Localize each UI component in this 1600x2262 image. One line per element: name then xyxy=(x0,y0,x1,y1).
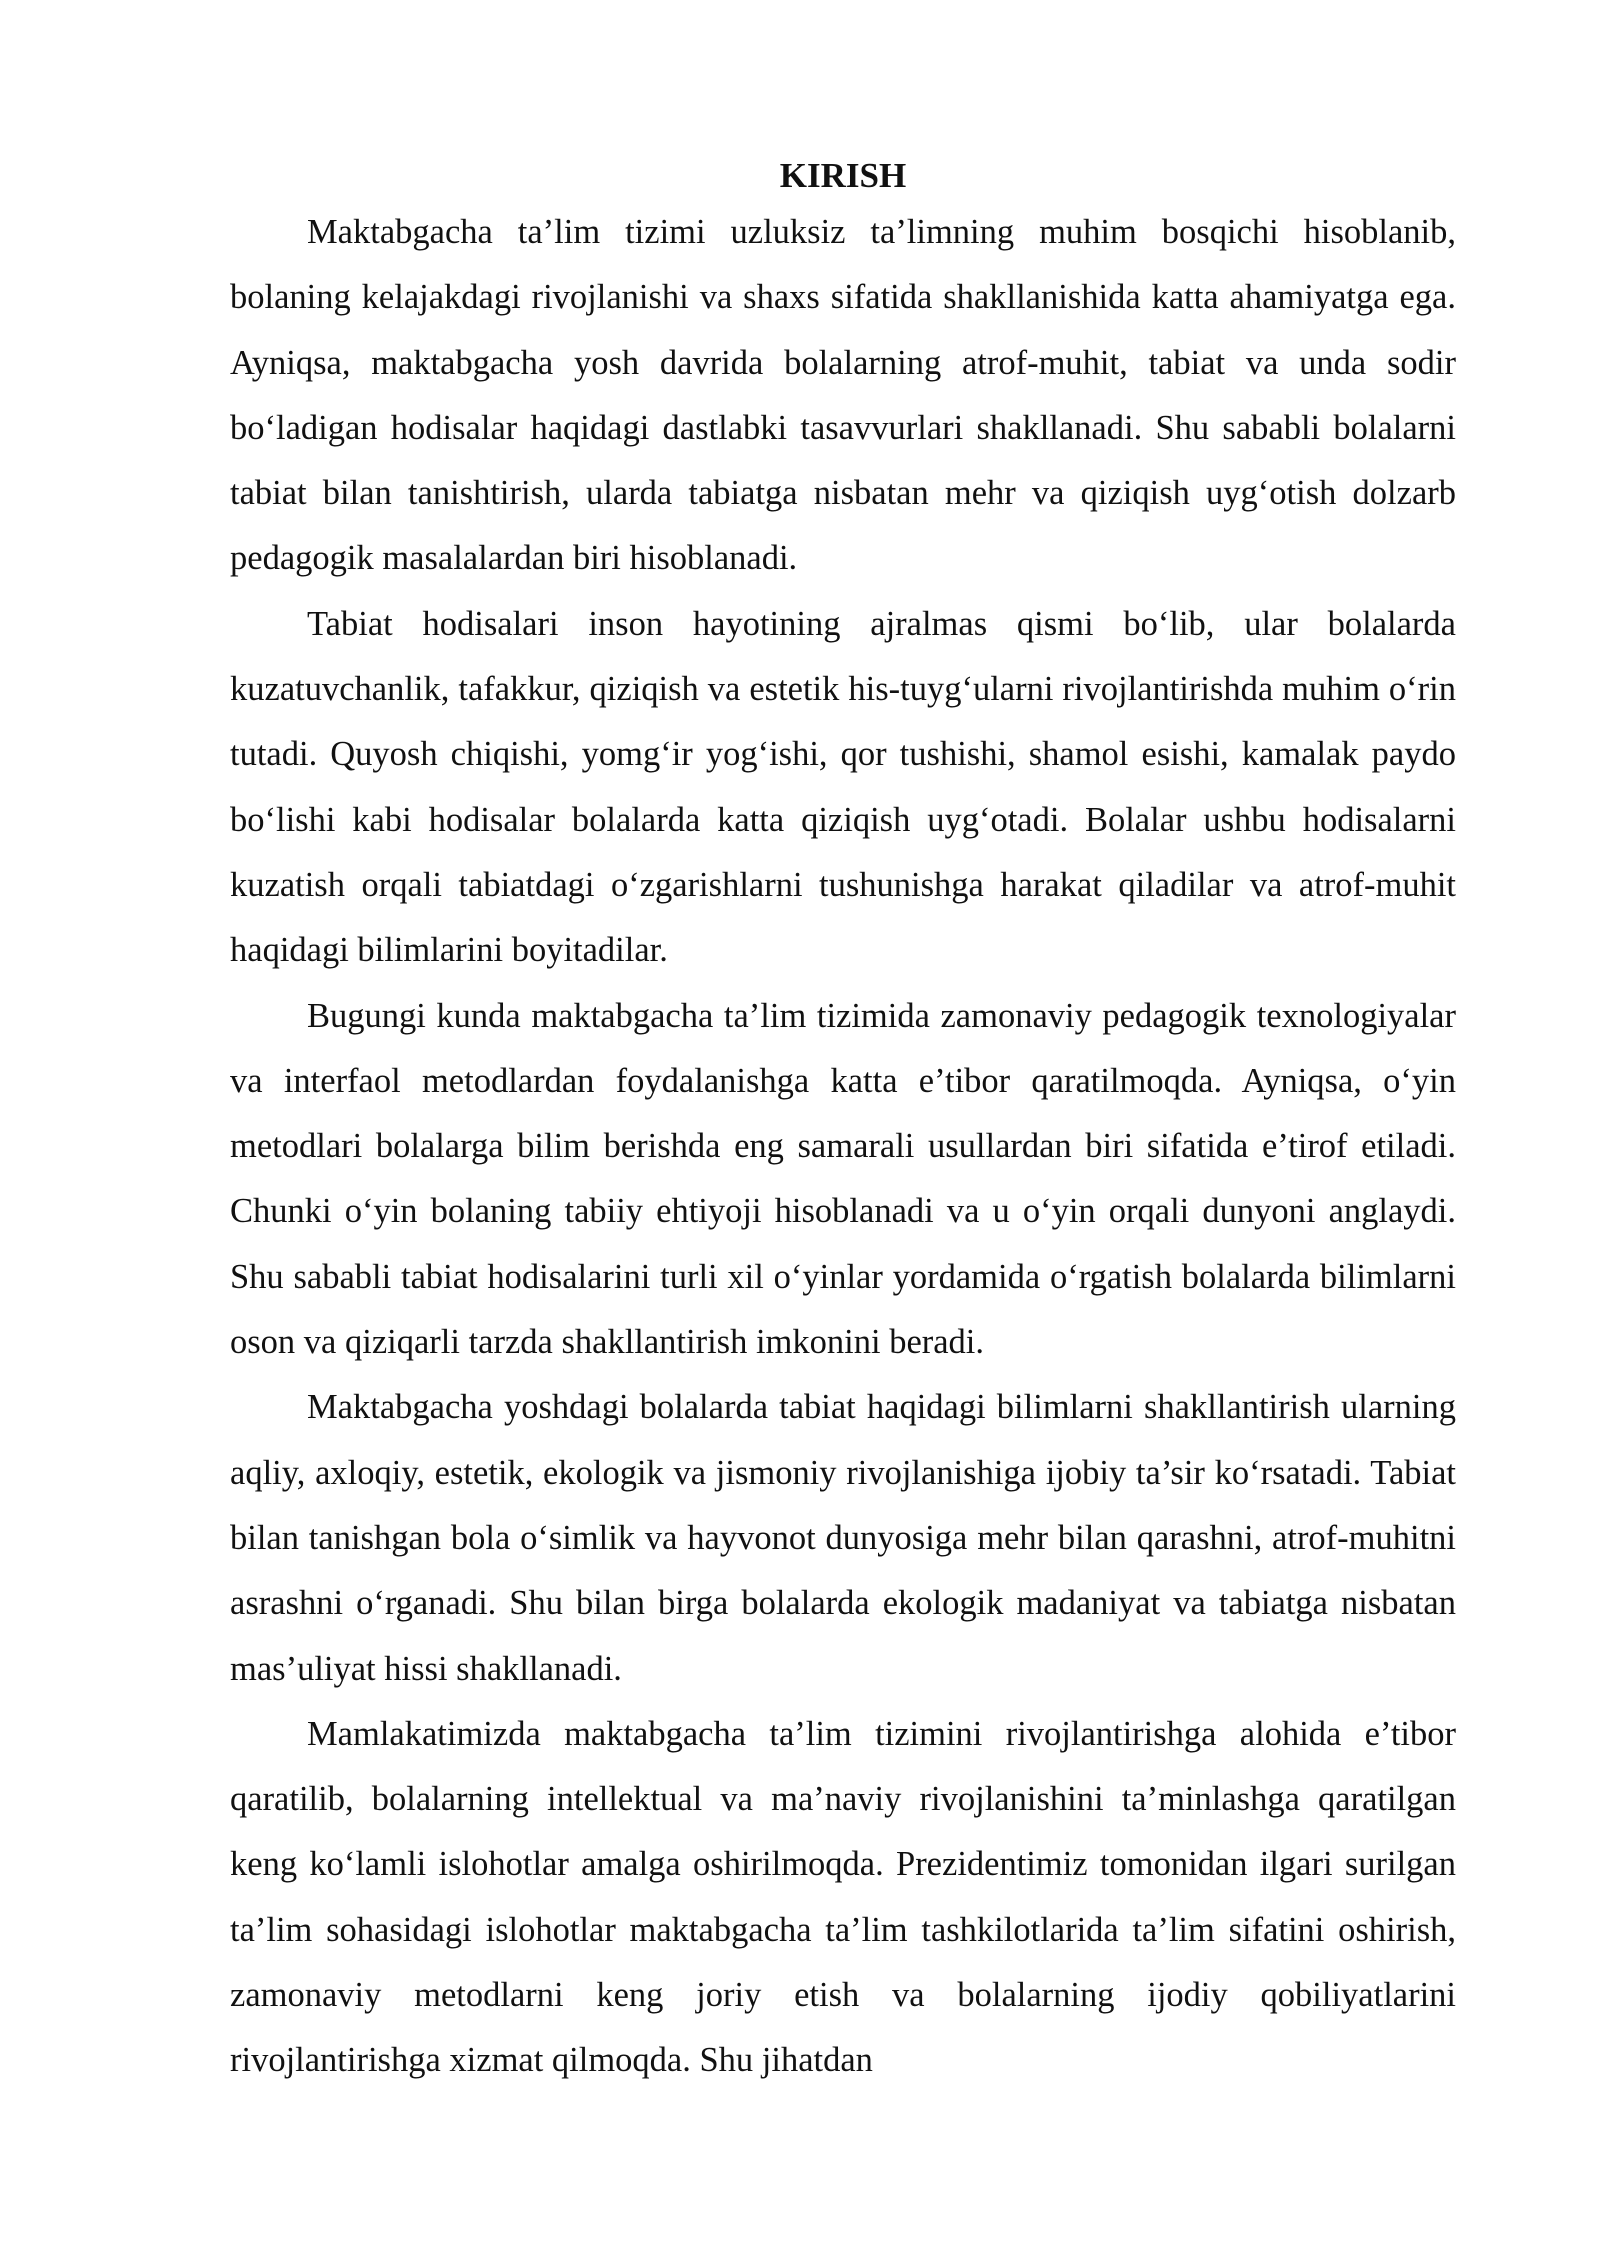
paragraph-1: Maktabgacha ta’lim tizimi uzluksiz ta’limning muhim bosqichi hisoblanib, bolaning kelajakdagi rivojlanishi va shaxs sifatida shakllanishida katta ahamiyatga ega. Ayniqsa, maktabgacha yosh davrida bolalarning atrof-muhit, tabiat va unda sodir bo‘ladigan hodisalar haqidagi dastlabki tasavvurlari shakllanadi. Shu sababli bolalarni tabiat bilan tanishtirish, ularda tabiatga nisbatan mehr va qiziqish uyg‘otish dolzarb pedagogik masalalardan biri hisoblanadi. xyxy=(230,213,1456,578)
section-title: KIRISH xyxy=(779,156,907,195)
paragraph-5: Mamlakatimizda maktabgacha ta’lim tizimini rivojlantirishga alohida e’tibor qaratilib, bolalarning intellektual va ma’naviy rivojlanishini ta’minlashga qaratilgan keng ko‘lamli islohotlar amalga oshirilmoqda. Prezidentimiz tomonidan ilgari surilgan ta’lim sohasidagi islohotlar maktabgacha ta’lim tashkilotlarida ta’lim sifatini oshirish, zamonaviy metodlarni keng joriy etish va bolalarning ijodiy qobiliyatlarini rivojlantirishga xizmat qilmoqda. Shu jihatdan xyxy=(230,1714,1456,2080)
paragraph-4: Maktabgacha yoshdagi bolalarda tabiat haqidagi bilimlarni shakllantirish ularning aqliy, axloqiy, estetik, ekologik va jismoniy rivojlanishiga ijobiy ta’sir ko‘rsatadi. Tabiat bilan tanishgan bola o‘simlik va hayvonot dunyosiga mehr bilan qarashni, atrof-muhitni asrashni o‘rganadi. Shu bilan birga bolalarda ekologik madaniyat va tabiatga nisbatan mas’uliyat hissi shakllanadi. xyxy=(230,1388,1456,1688)
document-body xyxy=(230,152,1456,2094)
paragraph-3: Bugungi kunda maktabgacha ta’lim tizimida zamonaviy pedagogik texnologiyalar va interfaol metodlardan foydalanishga katta e’tibor qaratilmoqda. Ayniqsa, o‘yin metodlari bolalarga bilim berishda eng samarali usullardan biri sifatida e’tirof etiladi. Chunki o‘yin bolaning tabiiy ehtiyoji hisoblanadi va u o‘yin orqali dunyoni anglaydi. Shu sababli tabiat hodisalarini turli xil o‘yinlar yordamida o‘rgatish bolalarda bilimlarni oson va qiziqarli tarzda shakllantirish imkonini beradi. xyxy=(230,996,1456,1362)
paragraph-2: Tabiat hodisalari inson hayotining ajralmas qismi bo‘lib, ular bolalarda kuzatuvchanlik, tafakkur, qiziqish va estetik his-tuyg‘ularni rivojlantirishda muhim o‘rin tutadi. Quyosh chiqishi, yomg‘ir yog‘ishi, qor tushishi, shamol esishi, kamalak paydo bo‘lishi kabi hodisalar bolalarda katta qiziqish uyg‘otadi. Bolalar ushbu hodisalarni kuzatish orqali tabiatdagi o‘zgarishlarni tushunishga harakat qiladilar va atrof-muhit haqidagi bilimlarini boyitadilar. xyxy=(230,604,1456,970)
